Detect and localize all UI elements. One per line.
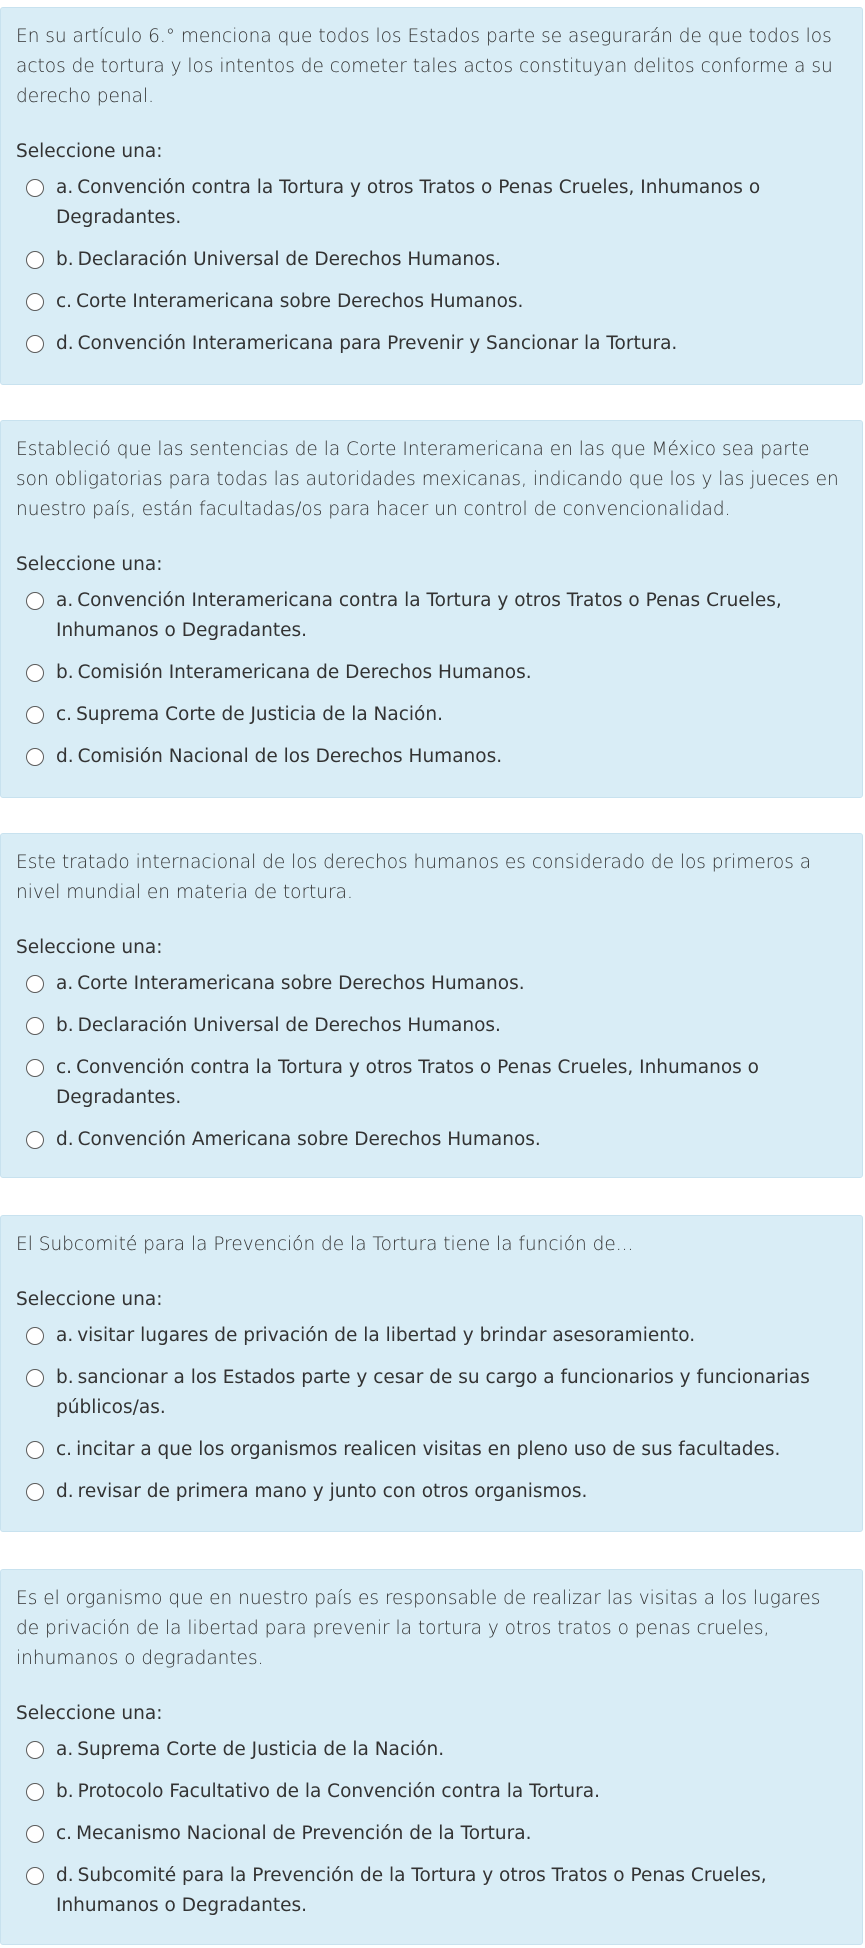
radio-button[interactable] [26,1131,44,1149]
option-label: Corte Interamericana sobre Derechos Humanos. [76,291,524,312]
radio-button[interactable] [26,1825,44,1843]
radio-button[interactable] [26,1369,44,1387]
radio-button[interactable] [26,1741,44,1759]
question-text: En su artículo 6.° menciona que todos los Estados parte se asegurarán de que todos los actos de tortura y los intentos de cometer tales actos constituyan delitos conforme a su derecho penal. [16,26,833,107]
question-card-1 [0,7,863,385]
option-label: Comisión Nacional de los Derechos Humanos. [77,746,503,767]
option-label: Declaración Universal de Derechos Humanos. [77,1015,501,1036]
option-label: Convención Interamericana contra la Tortura y otros Tratos o Penas Crueles, Inhumanos o Degradantes. [56,590,782,641]
radio-button[interactable] [26,1441,44,1459]
option-d[interactable]: d. Subcomité para la Prevención de la Tortura y otros Tratos o Penas Crueles, Inhumanos o Degradantes. [16,1861,847,1921]
radio-button[interactable] [26,706,44,724]
option-c[interactable]: c. Mecanismo Nacional de Prevención de la Tortura. [16,1819,847,1849]
select-prompt: Seleccione una: [16,554,163,575]
option-d[interactable]: d. Convención Americana sobre Derechos Humanos. [16,1125,847,1155]
radio-button[interactable] [26,748,44,766]
question-card-2 [0,420,863,798]
radio-button[interactable] [26,1483,44,1501]
option-label: Protocolo Facultativo de la Convención contra la Tortura. [77,1781,600,1802]
question-card-4 [0,1215,863,1532]
select-prompt: Seleccione una: [16,1289,163,1310]
option-label: Convención contra la Tortura y otros Tratos o Penas Crueles, Inhumanos o Degradantes. [56,1057,759,1108]
radio-button[interactable] [26,1783,44,1801]
radio-button[interactable] [26,1059,44,1077]
option-a[interactable]: a. visitar lugares de privación de la libertad y brindar asesoramiento. [16,1321,847,1351]
option-label: incitar a que los organismos realicen visitas en pleno uso de sus facultades. [76,1439,781,1460]
option-a[interactable]: a. Corte Interamericana sobre Derechos Humanos. [16,969,847,999]
option-d[interactable]: d. Convención Interamericana para Prevenir y Sancionar la Tortura. [16,329,847,359]
select-prompt: Seleccione una: [16,141,163,162]
option-label: Suprema Corte de Justicia de la Nación. [76,704,443,725]
option-label: revisar de primera mano y junto con otros organismos. [77,1481,588,1502]
select-prompt: Seleccione una: [16,1703,163,1724]
option-c[interactable]: c. Corte Interamericana sobre Derechos Humanos. [16,287,847,317]
option-a[interactable]: a. Convención Interamericana contra la Tortura y otros Tratos o Penas Crueles, Inhumanos o Degradantes. [16,586,847,646]
answer-options [16,1321,847,1507]
option-label: Convención contra la Tortura y otros Tratos o Penas Crueles, Inhumanos o Degradantes. [56,177,761,228]
option-d[interactable]: d. revisar de primera mano y junto con otros organismos. [16,1477,847,1507]
answer-options [16,586,847,772]
option-b[interactable]: b. sancionar a los Estados parte y cesar de su cargo a funcionarios y funcionarias públicos/as. [16,1363,847,1423]
option-c[interactable]: c. Convención contra la Tortura y otros Tratos o Penas Crueles, Inhumanos o Degradantes. [16,1053,847,1113]
option-b[interactable]: b. Declaración Universal de Derechos Humanos. [16,1011,847,1041]
radio-button[interactable] [26,664,44,682]
option-a[interactable]: a. Convención contra la Tortura y otros Tratos o Penas Crueles, Inhumanos o Degradantes. [16,173,847,233]
answer-options [16,969,847,1155]
question-card-3 [0,833,863,1178]
radio-button[interactable] [26,251,44,269]
option-label: Convención Interamericana para Prevenir y Sancionar la Tortura. [77,333,678,354]
select-prompt: Seleccione una: [16,937,163,958]
option-a[interactable]: a. Suprema Corte de Justicia de la Nación. [16,1735,847,1765]
option-label: visitar lugares de privación de la libertad y brindar asesoramiento. [77,1325,696,1346]
option-label: Corte Interamericana sobre Derechos Humanos. [77,973,525,994]
option-b[interactable]: b. Protocolo Facultativo de la Convención contra la Tortura. [16,1777,847,1807]
radio-button[interactable] [26,1327,44,1345]
radio-button[interactable] [26,1017,44,1035]
option-c[interactable]: c. incitar a que los organismos realicen visitas en pleno uso de sus facultades. [16,1435,847,1465]
answer-options [16,173,847,359]
question-text: Estableció que las sentencias de la Corte Interamericana en las que México sea parte son obligatorias para todas las autoridades mexicanas, indicando que los y las jueces en nuestro país, están facultadas/os para hacer un control de convencionalidad. [16,439,839,520]
option-c[interactable]: c. Suprema Corte de Justicia de la Nación. [16,700,847,730]
question-text: Este tratado internacional de los derechos humanos es considerado de los primeros a nivel mundial en materia de tortura. [16,852,812,903]
radio-button[interactable] [26,335,44,353]
radio-button[interactable] [26,179,44,197]
option-label: sancionar a los Estados parte y cesar de su cargo a funcionarios y funcionarias públicos/as. [56,1367,810,1418]
radio-button[interactable] [26,1867,44,1885]
answer-options [16,1735,847,1921]
option-label: Convención Americana sobre Derechos Humanos. [77,1129,541,1150]
option-label: Mecanismo Nacional de Prevención de la Tortura. [76,1823,532,1844]
option-label: Subcomité para la Prevención de la Tortura y otros Tratos o Penas Crueles, Inhumanos o Degradantes. [56,1865,767,1916]
option-b[interactable]: b. Comisión Interamericana de Derechos Humanos. [16,658,847,688]
option-label: Comisión Interamericana de Derechos Humanos. [77,662,532,683]
radio-button[interactable] [26,975,44,993]
question-text: El Subcomité para la Prevención de la Tortura tiene la función de... [16,1234,634,1255]
radio-button[interactable] [26,592,44,610]
option-d[interactable]: d. Comisión Nacional de los Derechos Humanos. [16,742,847,772]
option-label: Suprema Corte de Justicia de la Nación. [77,1739,445,1760]
question-text: Es el organismo que en nuestro país es responsable de realizar las visitas a los lugares de privación de la libertad para prevenir la tortura y otros tratos o penas crueles, inhumanos o degradantes. [16,1588,821,1669]
radio-button[interactable] [26,293,44,311]
option-label: Declaración Universal de Derechos Humanos. [77,249,501,270]
question-card-5 [0,1569,863,1945]
option-b[interactable]: b. Declaración Universal de Derechos Humanos. [16,245,847,275]
